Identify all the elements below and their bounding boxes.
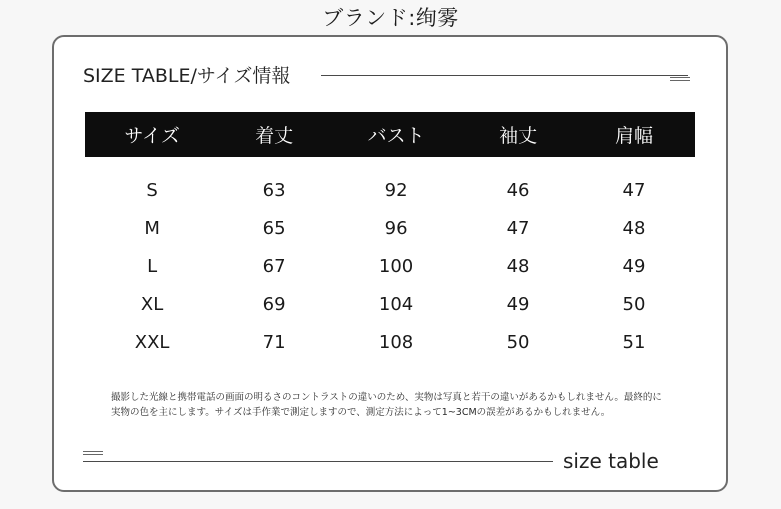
column-header-length: 着丈 (255, 125, 294, 147)
length-cell: 69 (262, 293, 286, 315)
measurement-note: 撮影した光線と携帯電話の画面の明るさのコントラストの違いのため、実物は写真と若干の違いがあるかもしれません。最終的に実物の色を主にします。サイズは手作業で測定しますので、測定方法によって1~3CMの誤差があるかもしれません。 (111, 392, 662, 418)
sleeve-cell: 48 (506, 255, 530, 277)
sleeve-cell: 46 (506, 179, 530, 201)
table-header-row (85, 112, 695, 157)
size-cell: XL (140, 293, 164, 315)
double-line-icon (670, 77, 690, 85)
sleeve-cell: 49 (506, 293, 530, 315)
column-header-bust: バスト (367, 125, 425, 147)
footer-divider (83, 461, 553, 462)
table-row (85, 285, 695, 323)
bust-cell: 104 (378, 293, 414, 315)
bust-cell: 92 (384, 179, 408, 201)
table-row (85, 247, 695, 285)
column-header-size: サイズ (124, 125, 180, 147)
column-header-sleeve: 袖丈 (499, 125, 538, 147)
length-cell: 65 (262, 217, 286, 239)
brand-line: ブランド:绚雾 (322, 6, 459, 30)
sleeve-cell: 47 (506, 217, 530, 239)
heading-divider (321, 75, 688, 76)
bust-cell: 100 (378, 255, 414, 277)
table-row (85, 209, 695, 247)
sleeve-cell: 50 (506, 331, 530, 353)
size-table-card (52, 35, 728, 492)
size-table-heading: SIZE TABLE/サイズ情報 (83, 65, 291, 87)
shoulder-cell: 48 (622, 217, 646, 239)
double-line-icon (83, 451, 103, 459)
shoulder-cell: 49 (622, 255, 646, 277)
size-cell: L (147, 255, 158, 277)
size-cell: S (146, 179, 158, 201)
table-row (85, 157, 695, 209)
bust-cell: 108 (378, 331, 414, 353)
size-cell: M (144, 217, 160, 239)
shoulder-cell: 51 (622, 331, 646, 353)
length-cell: 71 (262, 331, 286, 353)
bust-cell: 96 (384, 217, 408, 239)
size-table (85, 112, 695, 361)
footer-label: size table (563, 449, 659, 473)
length-cell: 63 (262, 179, 286, 201)
size-cell: XXL (134, 331, 170, 353)
shoulder-cell: 47 (622, 179, 646, 201)
table-row (85, 323, 695, 361)
shoulder-cell: 50 (622, 293, 646, 315)
length-cell: 67 (262, 255, 286, 277)
column-header-shoulder: 肩幅 (614, 125, 653, 147)
